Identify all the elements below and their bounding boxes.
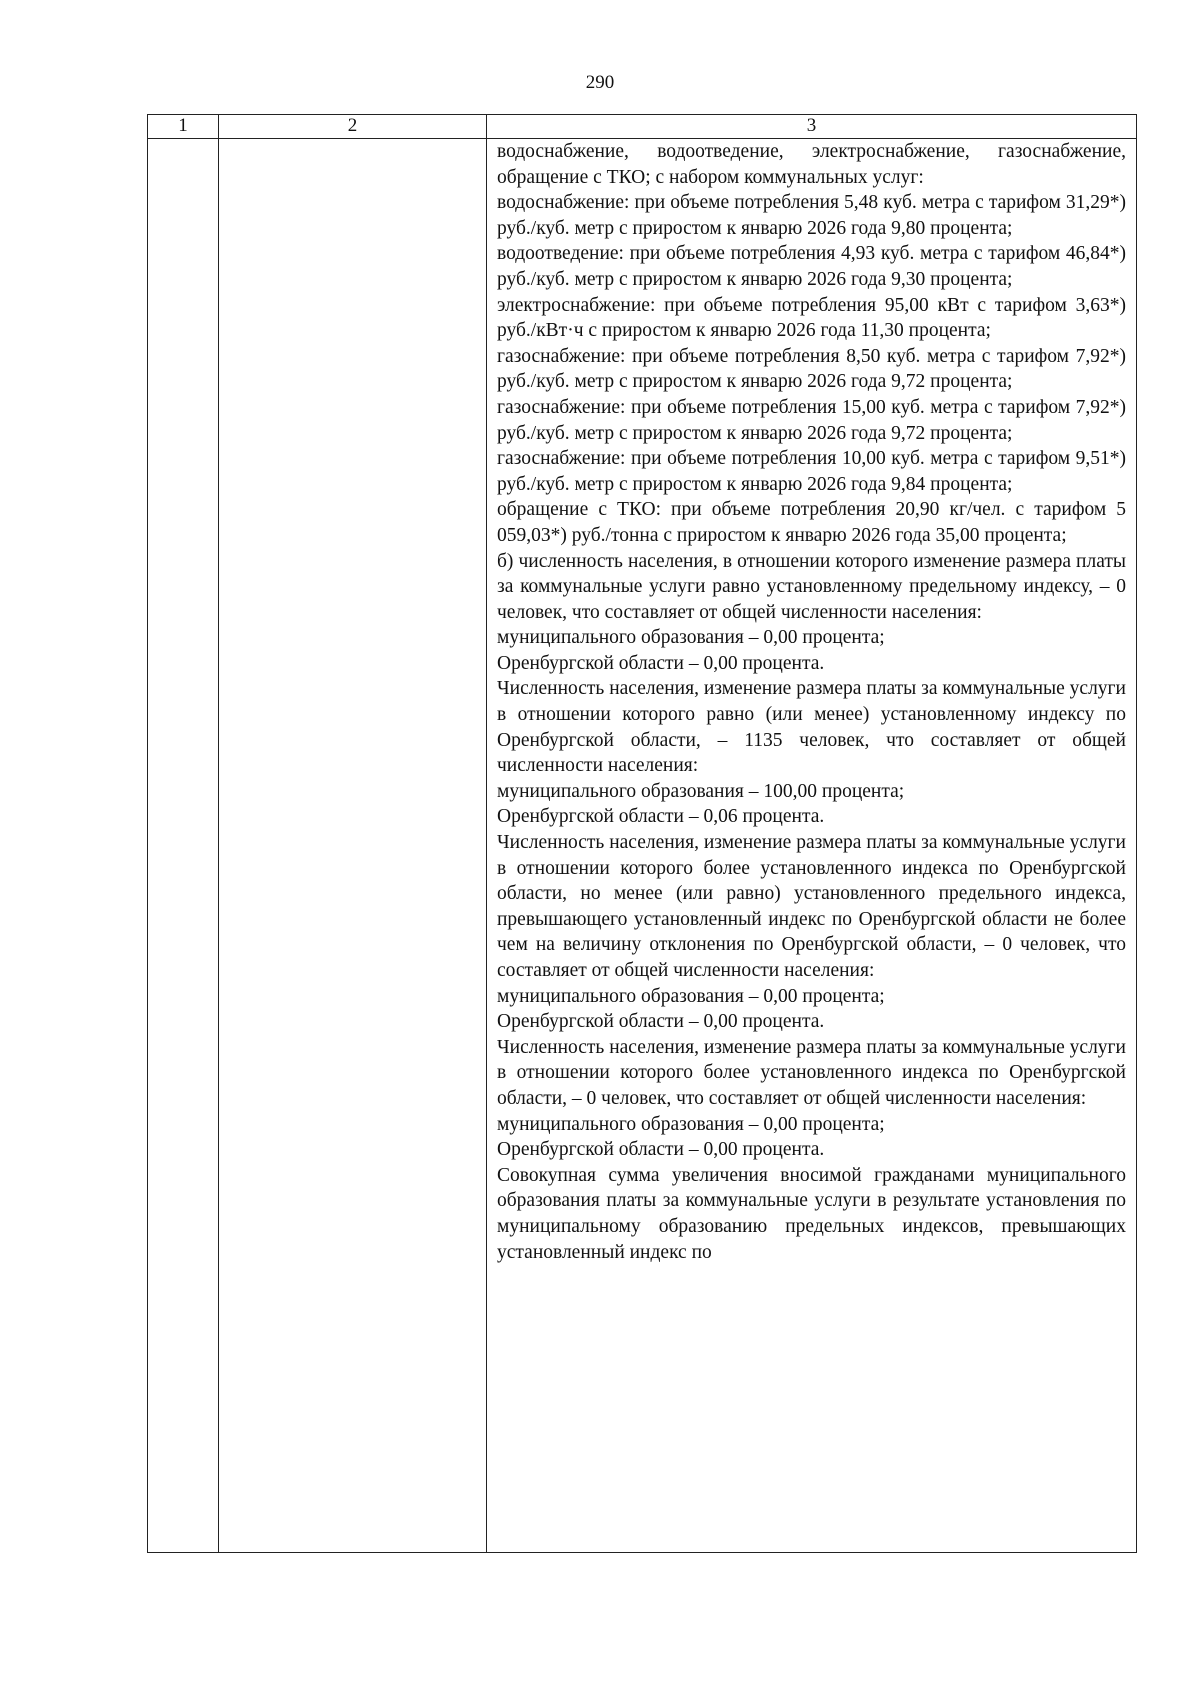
- document-table: [147, 114, 1137, 1553]
- body-cell-2: [219, 139, 487, 1553]
- table-header-row: [148, 115, 1137, 139]
- header-cell-3: 3: [487, 115, 1137, 139]
- paragraph: Численность населения, изменение размера платы за коммунальные услуги в отношении которого равно (или менее) установленному индексу по Оренбургской области, – 1135 человек, что составляет от общей численности населения:: [497, 678, 1126, 777]
- body-cell-1: [148, 139, 219, 1553]
- paragraph: газоснабжение: при объеме потребления 15,00 куб. метра с тарифом 7,92*) руб./куб. метр с приростом к январю 2026 года 9,72 процента;: [497, 396, 1126, 444]
- paragraph: Оренбургской области – 0,00 процента.: [497, 1139, 825, 1161]
- body-cell-3: [487, 139, 1137, 1553]
- paragraph: муниципального образования – 0,00 процента;: [497, 627, 885, 649]
- paragraph: б) численность населения, в отношении которого изменение размера платы за коммунальные услуги равно установленному предельному индексу, – 0 человек, что составляет от общей численности населения:: [497, 550, 1126, 623]
- page-number: 290: [585, 72, 615, 93]
- header-cell-2: 2: [219, 115, 487, 139]
- paragraph: газоснабжение: при объеме потребления 8,50 куб. метра с тарифом 7,92*) руб./куб. метр с приростом к январю 2026 года 9,72 процента;: [497, 345, 1126, 393]
- paragraph: Оренбургской области – 0,06 процента.: [497, 806, 825, 828]
- paragraph: муниципального образования – 0,00 процента;: [497, 985, 885, 1007]
- paragraph: электроснабжение: при объеме потребления 95,00 кВт с тарифом 3,63*) руб./кВт·ч с приростом к январю 2026 года 11,30 процента;: [497, 294, 1126, 342]
- table-body-row: [148, 139, 1137, 1553]
- header-cell-1: 1: [148, 115, 219, 139]
- paragraph: Оренбургской области – 0,00 процента.: [497, 1011, 825, 1033]
- paragraph: водоснабжение, водоотведение, электроснабжение, газоснабжение, обращение с ТКО; с набором коммунальных услуг:: [497, 141, 1126, 188]
- paragraph: муниципального образования – 0,00 процента;: [497, 1113, 885, 1135]
- paragraph: Численность населения, изменение размера платы за коммунальные услуги в отношении которого более установленного индекса по Оренбургской области, – 0 человек, что составляет от общей численности населения:: [497, 1036, 1126, 1109]
- paragraph: Совокупная сумма увеличения вносимой гражданами муниципального образования платы за коммунальные услуги в результате установления по муниципальному образованию предельных индексов, превышающих установленный индекс по: [497, 1164, 1126, 1263]
- paragraph: водоснабжение: при объеме потребления 5,48 куб. метра с тарифом 31,29*) руб./куб. метр с приростом к январю 2026 года 9,80 процента;: [497, 192, 1126, 239]
- paragraph: обращение с ТКО: при объеме потребления 20,90 кг/чел. с тарифом 5 059,03*) руб./тонна с приростом к январю 2026 года 35,00 процента;: [497, 499, 1126, 546]
- paragraph: газоснабжение: при объеме потребления 10,00 куб. метра с тарифом 9,51*) руб./куб. метр с приростом к январю 2026 года 9,84 процента;: [497, 448, 1126, 495]
- paragraph: Оренбургской области – 0,00 процента.: [497, 652, 825, 674]
- paragraph: Численность населения, изменение размера платы за коммунальные услуги в отношении которого более установленного индекса по Оренбургской области, но менее (или равно) установленного предельного индекса, превышающего установленный индекс по Оренбургской области не более чем на величину отклонения по Оренбургской области, – 0 человек, что составляет от общей численности населения:: [497, 832, 1126, 981]
- paragraph: муниципального образования – 100,00 процента;: [497, 780, 905, 802]
- paragraph: водоотведение: при объеме потребления 4,93 куб. метра с тарифом 46,84*) руб./куб. метр с приростом к январю 2026 года 9,30 процента;: [497, 243, 1126, 290]
